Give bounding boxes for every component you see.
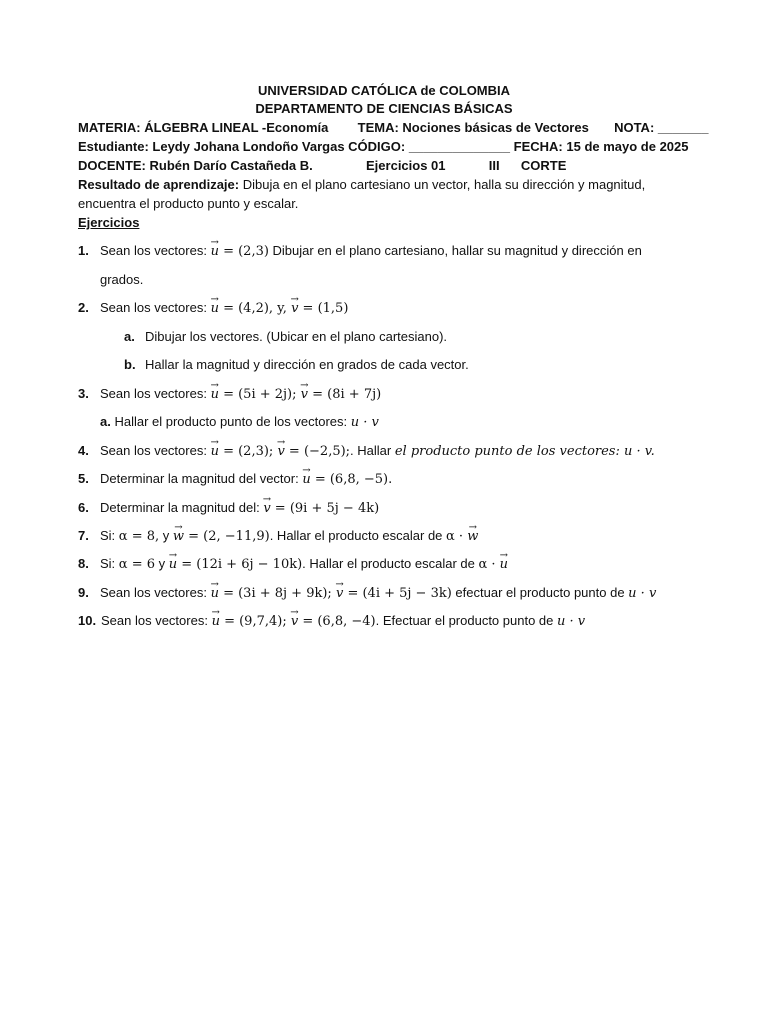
math-expression: = (4,2), y, [218, 301, 292, 316]
exercise-text: Sean los vectores: [100, 300, 211, 315]
vector-u: → u [212, 613, 220, 631]
corte-label: CORTE [520, 158, 567, 173]
math-expression: u · v [628, 586, 657, 601]
exercise-5 [78, 470, 690, 489]
math-expression: : u · v. [615, 444, 655, 459]
exercise-text: Determinar la magnitud del vector: [100, 471, 303, 486]
exercise-2a [124, 328, 736, 346]
department-title: DEPARTAMENTO DE CIENCIAS BÁSICAS [255, 101, 513, 116]
exercise-text: Sean los vectores: [101, 613, 212, 628]
exercise-2b [124, 356, 736, 374]
exercise-number: 8. [78, 556, 89, 571]
docente-label: DOCENTE: Rubén Darío Castañeda B. [78, 158, 313, 173]
ejercicios-number: Ejercicios 01 [366, 158, 446, 173]
vector-v: → v [277, 443, 284, 461]
vector-u: → u [211, 300, 219, 318]
exercise-text: Sean los vectores: [100, 386, 211, 401]
vector-v: → v [301, 386, 308, 404]
ejercicios-heading: Ejercicios [78, 215, 140, 230]
learning-outcome-text-1: Dibuja en el plano cartesiano un vector, halla su dirección y magnitud, [239, 177, 646, 192]
sub-item-label: a. [124, 329, 135, 344]
vector-v: → v [263, 500, 270, 518]
exercise-number: 9. [78, 585, 89, 600]
exercise-text: efectuar el producto punto de [451, 585, 629, 600]
exercise-8 [78, 555, 690, 574]
math-expression: = (2, −11,9) [184, 529, 270, 544]
exercise-text: . Hallar [350, 443, 395, 458]
exercise-7 [78, 527, 690, 546]
docente-row [78, 157, 690, 175]
sub-item-text: Dibujar los vectores. (Ubicar en el plano cartesiano). [145, 329, 448, 344]
math-expression: α · [478, 557, 500, 572]
university-title: UNIVERSIDAD CATÓLICA de COLOMBIA [257, 83, 511, 98]
vector-u: → u [302, 471, 310, 489]
math-expression: α = 8, [118, 529, 160, 544]
vector-u: → u [211, 243, 219, 261]
student-row: Estudiante: Leydy Johana Londoño Vargas CÓDIGO: ______________ FECHA: 15 de mayo de 2025 [78, 139, 689, 154]
math-expression: = (−2,5); [284, 444, 351, 459]
exercise-text: y [155, 556, 169, 571]
exercise-number: 10. [78, 613, 97, 628]
exercise-number: 6. [78, 500, 89, 515]
math-expression: α = 6 [118, 557, 156, 572]
math-expression: = (6,8, −5). [310, 472, 393, 487]
exercise-text: y [159, 528, 173, 543]
math-expression: = (5i + 2j); [218, 387, 301, 402]
tema-label: TEMA: Nociones básicas de Vectores [357, 120, 589, 135]
exercise-4 [78, 442, 690, 461]
exercise-text: Sean los vectores: [100, 585, 211, 600]
math-expression: u · v [557, 614, 586, 629]
math-expression: = (3i + 8j + 9k); [218, 586, 336, 601]
learning-outcome-line-1 [78, 176, 690, 194]
vector-v: → v [336, 585, 343, 603]
exercise-text: Sean los vectores: [100, 443, 211, 458]
math-expression: = (9i + 5j − 4k) [270, 501, 380, 516]
math-expression: u · v [350, 415, 379, 430]
exercise-number: 3. [78, 386, 89, 401]
exercise-number: 4. [78, 443, 89, 458]
sub-item-label: a. [100, 414, 111, 429]
exercise-9 [78, 584, 690, 603]
math-expression: = (9,7,4); [219, 614, 291, 629]
learning-outcome-line-2: encuentra el producto punto y escalar. [78, 196, 299, 211]
math-expression: = (12i + 6j − 10k) [177, 557, 303, 572]
exercise-3a [100, 413, 712, 432]
exercise-text: . Hallar el producto escalar de [269, 528, 447, 543]
sub-item-text: Hallar el producto punto de los vectores: [110, 414, 351, 429]
exercise-6 [78, 499, 690, 518]
sub-item-text: Hallar la magnitud y dirección en grados de cada vector. [145, 357, 469, 372]
vector-w: → w [467, 528, 478, 546]
math-expression: = (8i + 7j) [308, 387, 382, 402]
learning-outcome-label: Resultado de aprendizaje: [78, 177, 240, 192]
vector-u: → u [169, 556, 177, 574]
vector-w: → w [173, 528, 184, 546]
exercise-number: 2. [78, 300, 89, 315]
materia-label: MATERIA: ÁLGEBRA LINEAL -Economía [78, 120, 329, 135]
nota-label: NOTA: _______ [614, 120, 709, 135]
exercise-text: Si: [100, 528, 119, 543]
vector-v: → v [291, 300, 298, 318]
exercise-3 [78, 385, 690, 404]
exercise-text: . Hallar el producto escalar de [302, 556, 479, 571]
math-expression: = (4i + 5j − 3k) [343, 586, 452, 601]
corte-roman: III [488, 158, 500, 173]
vector-u: → u [211, 443, 219, 461]
exercise-number: 1. [78, 243, 89, 258]
exercise-text: . Efectuar el producto punto de [375, 613, 557, 628]
exercise-number: 7. [78, 528, 89, 543]
exercise-2 [78, 299, 690, 318]
math-expression: α · [446, 529, 468, 544]
vector-u: → u [500, 556, 508, 574]
math-expression: = (1,5) [298, 301, 349, 316]
section-title [78, 214, 690, 232]
exercise-10 [78, 612, 690, 631]
materia-row [78, 119, 709, 137]
vector-v: → v [291, 613, 298, 631]
math-expression: = (2,3) [218, 244, 269, 259]
sub-item-label: b. [124, 357, 136, 372]
vector-u: → u [211, 585, 219, 603]
vector-u: → u [211, 386, 219, 404]
exercise-text: Dibujar en el plano cartesiano, hallar su magnitud y dirección en [268, 243, 642, 258]
math-italic-text: el producto punto de los vectores [394, 444, 616, 459]
exercise-text: Si: [100, 556, 119, 571]
exercise-1 [78, 242, 690, 261]
exercise-text: Sean los vectores: [100, 243, 211, 258]
exercise-number: 5. [78, 471, 89, 486]
math-expression: = (6,8, −4) [298, 614, 376, 629]
exercise-1-continuation: grados. [100, 272, 144, 287]
exercise-text: Determinar la magnitud del: [100, 500, 264, 515]
math-expression: = (2,3); [218, 444, 278, 459]
